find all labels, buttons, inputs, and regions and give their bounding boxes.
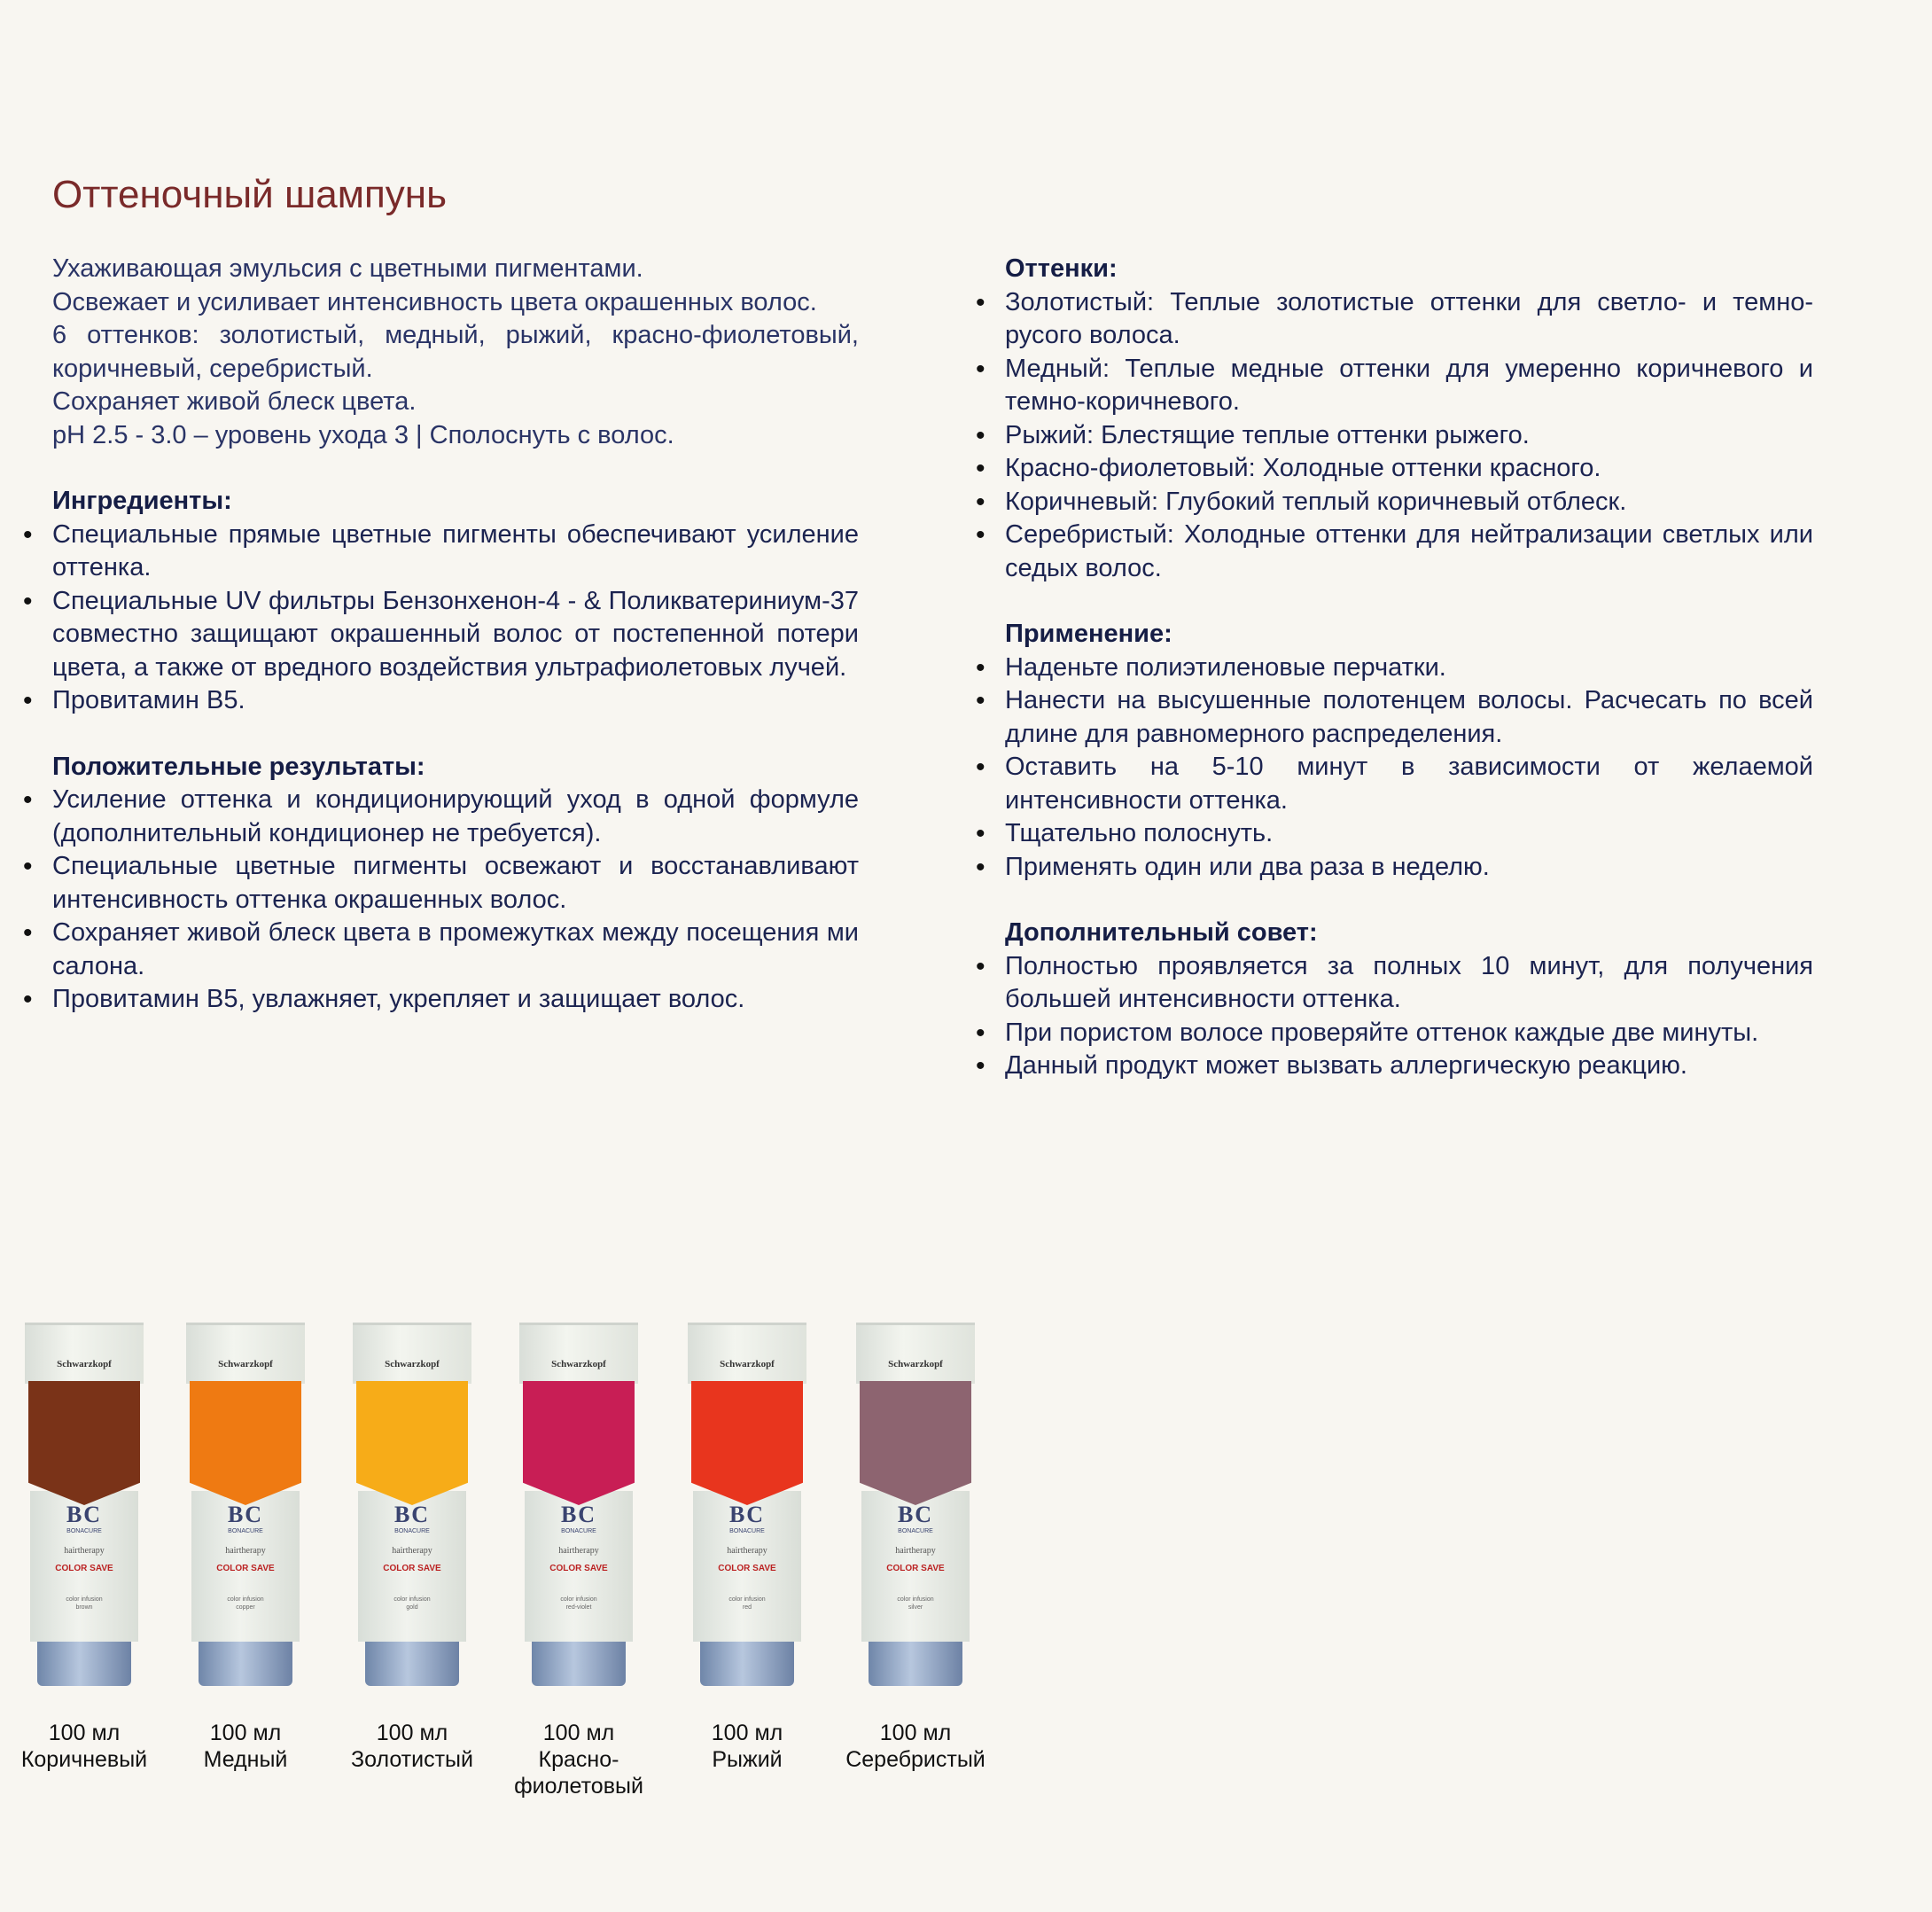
product-caption: [822, 1720, 1009, 1773]
list-item: • Полностью проявляется за полных 10 минут, для получения большей интенсивности оттенка.: [1005, 950, 1813, 1017]
list-item: • Специальные прямые цветные пигменты обеспечивают усиление оттенка.: [52, 519, 859, 585]
product-volume: 100 мл: [542, 1721, 615, 1745]
list-item: • Нанести на высушенные полотенцем волосы. Расчесать по всей длине для равномерного распределения.: [1005, 684, 1813, 751]
intro: [52, 253, 859, 452]
brand-logo: Schwarzkopf: [218, 1359, 273, 1370]
product-volume: 100 мл: [209, 1721, 282, 1745]
advice-list: [1005, 950, 1813, 1083]
section-title: Применение:: [1005, 620, 1172, 648]
intro-line: pH 2.5 - 3.0 – уровень ухода 3 | Сполоснуть с волос.: [52, 420, 674, 449]
shades-list: [1005, 286, 1813, 586]
bc-logo: BC: [393, 1502, 431, 1527]
infusion-label: color infusion copper: [227, 1596, 264, 1611]
product-row: [0, 1319, 1010, 1815]
product-red-violet: [495, 1319, 663, 1798]
product-name: COLOR SAVE: [549, 1564, 608, 1573]
intro-line: Сохраняет живой блеск цвета.: [52, 387, 417, 416]
line-name: hairtherapy: [392, 1546, 432, 1556]
results-list: [52, 784, 859, 1017]
infusion-label: color infusion gold: [393, 1596, 431, 1611]
line-name: hairtherapy: [727, 1546, 767, 1556]
bc-sub: BONACURE: [66, 1528, 102, 1534]
tube-color-band: [691, 1381, 803, 1505]
line-name: hairtherapy: [895, 1546, 936, 1556]
product-shade: Красно-фиолетовый: [514, 1747, 643, 1799]
section-title: Ингредиенты:: [52, 487, 232, 515]
list-item: • При пористом волосе проверяйте оттенок каждые две минуты.: [1005, 1017, 1813, 1050]
list-item: • Специальные цветные пигменты освежают и восстанавливают интенсивность оттенка окрашенных волос.: [52, 850, 859, 917]
brand-logo: Schwarzkopf: [385, 1359, 440, 1370]
bc-sub: BONACURE: [394, 1528, 430, 1534]
list-item: • Красно-фиолетовый: Холодные оттенки красного.: [1005, 452, 1813, 486]
tube-color-band: [28, 1381, 140, 1505]
brand-logo: Schwarzkopf: [551, 1359, 606, 1370]
brand-logo: Schwarzkopf: [720, 1359, 775, 1370]
product-name: COLOR SAVE: [55, 1564, 113, 1573]
brand-logo: Schwarzkopf: [888, 1359, 943, 1370]
list-item: • Серебристый: Холодные оттенки для нейтрализации светлых или седых волос.: [1005, 519, 1813, 585]
list-item: • Медный: Теплые медные оттенки для умеренно коричневого и темно-коричневого.: [1005, 353, 1813, 419]
tube-color-band: [190, 1381, 301, 1505]
list-item: • Сохраняет живой блеск цвета в промежутках между посещения ми салона.: [52, 917, 859, 983]
product-shade: Золотистый: [351, 1747, 473, 1772]
bc-logo: BC: [227, 1502, 264, 1527]
tube-color-band: [860, 1381, 971, 1505]
product-shade: Медный: [203, 1747, 288, 1772]
product-gold: [328, 1319, 496, 1798]
advice-section: [1005, 917, 1813, 1083]
product-volume: 100 мл: [48, 1721, 121, 1745]
list-item: • Провитамин B5.: [52, 684, 859, 718]
product-volume: 100 мл: [376, 1721, 448, 1745]
product-caption: [486, 1720, 672, 1799]
list-item: • Коричневый: Глубокий теплый коричневый отблеск.: [1005, 486, 1813, 519]
product-volume: 100 мл: [879, 1721, 952, 1745]
results-section: [52, 751, 859, 1017]
list-item: • Специальные UV фильтры Бензонхенон-4 - & Поликватериниум-37 совместно защищают окрашенный волос от постепенной потери цвета, а также от вредного воздействия ультрафиолетовых лучей.: [52, 585, 859, 685]
product-tube-image: [688, 1323, 806, 1695]
bc-sub: BONACURE: [729, 1528, 765, 1534]
section-title: Оттенки:: [1005, 254, 1118, 283]
application-list: [1005, 652, 1813, 885]
product-silver: [831, 1319, 1000, 1798]
ingredients-list: [52, 519, 859, 718]
line-name: hairtherapy: [64, 1546, 105, 1556]
tube-color-band: [523, 1381, 635, 1505]
product-name: COLOR SAVE: [718, 1564, 776, 1573]
ingredients-section: [52, 485, 859, 718]
product-shade: Серебристый: [845, 1747, 985, 1772]
product-volume: 100 мл: [711, 1721, 783, 1745]
bc-logo: BC: [66, 1502, 103, 1527]
product-name: COLOR SAVE: [383, 1564, 441, 1573]
product-caption: [152, 1720, 339, 1773]
product-tube-image: [519, 1323, 638, 1695]
list-item: • Рыжий: Блестящие теплые оттенки рыжего.: [1005, 419, 1813, 453]
product-brown: [0, 1319, 168, 1798]
product-name: COLOR SAVE: [886, 1564, 945, 1573]
list-item: • Наденьте полиэтиленовые перчатки.: [1005, 652, 1813, 685]
list-item: • Оставить на 5-10 минут в зависимости от желаемой интенсивности оттенка.: [1005, 751, 1813, 817]
list-item: • Тщательно полоснуть.: [1005, 817, 1813, 851]
product-tube-image: [856, 1323, 975, 1695]
product-tube-image: [186, 1323, 305, 1695]
product-caption: [319, 1720, 505, 1773]
page-title: Оттеночный шампунь: [52, 173, 448, 216]
bc-logo: BC: [897, 1502, 934, 1527]
intro-line: 6 оттенков: золотистый, медный, рыжий, красно-фиолетовый, коричневый, серебристый.: [52, 321, 859, 383]
product-caption: [654, 1720, 840, 1773]
list-item: • Провитамин B5, увлажняет, укрепляет и защищает волос.: [52, 983, 859, 1017]
product-shade: Рыжий: [712, 1747, 783, 1772]
brand-logo: Schwarzkopf: [57, 1359, 112, 1370]
bc-logo: BC: [728, 1502, 766, 1527]
product-red: [663, 1319, 831, 1798]
left-column: [52, 253, 859, 1017]
product-shade: Коричневый: [20, 1747, 148, 1772]
shades-section: [1005, 253, 1813, 585]
section-title: Положительные результаты:: [52, 752, 425, 781]
intro-line: Освежает и усиливает интенсивность цвета окрашенных волос.: [52, 287, 817, 316]
product-tube-image: [25, 1323, 144, 1695]
bc-logo: BC: [560, 1502, 597, 1527]
section-title: Дополнительный совет:: [1005, 918, 1318, 947]
tube-color-band: [356, 1381, 468, 1505]
list-item: • Усиление оттенка и кондиционирующий уход в одной формуле (дополнительный кондиционер не требуется).: [52, 784, 859, 850]
right-column: [1005, 253, 1813, 1083]
product-name: COLOR SAVE: [216, 1564, 275, 1573]
infusion-label: color infusion brown: [66, 1596, 103, 1611]
infusion-label: color infusion red-violet: [560, 1596, 597, 1611]
list-item: • Применять один или два раза в неделю.: [1005, 851, 1813, 885]
bc-sub: BONACURE: [561, 1528, 596, 1534]
product-tube-image: [353, 1323, 471, 1695]
intro-line: Ухаживающая эмульсия с цветными пигментами.: [52, 254, 643, 283]
bc-sub: BONACURE: [898, 1528, 933, 1534]
application-section: [1005, 618, 1813, 884]
line-name: hairtherapy: [225, 1546, 266, 1556]
list-item: • Данный продукт может вызвать аллергическую реакцию.: [1005, 1050, 1813, 1083]
product-caption: [0, 1720, 177, 1773]
infusion-label: color infusion red: [728, 1596, 766, 1611]
bc-sub: BONACURE: [228, 1528, 263, 1534]
list-item: • Золотистый: Теплые золотистые оттенки для светло- и темно-русого волоса.: [1005, 286, 1813, 353]
line-name: hairtherapy: [558, 1546, 599, 1556]
product-copper: [161, 1319, 330, 1798]
infusion-label: color infusion silver: [897, 1596, 934, 1611]
